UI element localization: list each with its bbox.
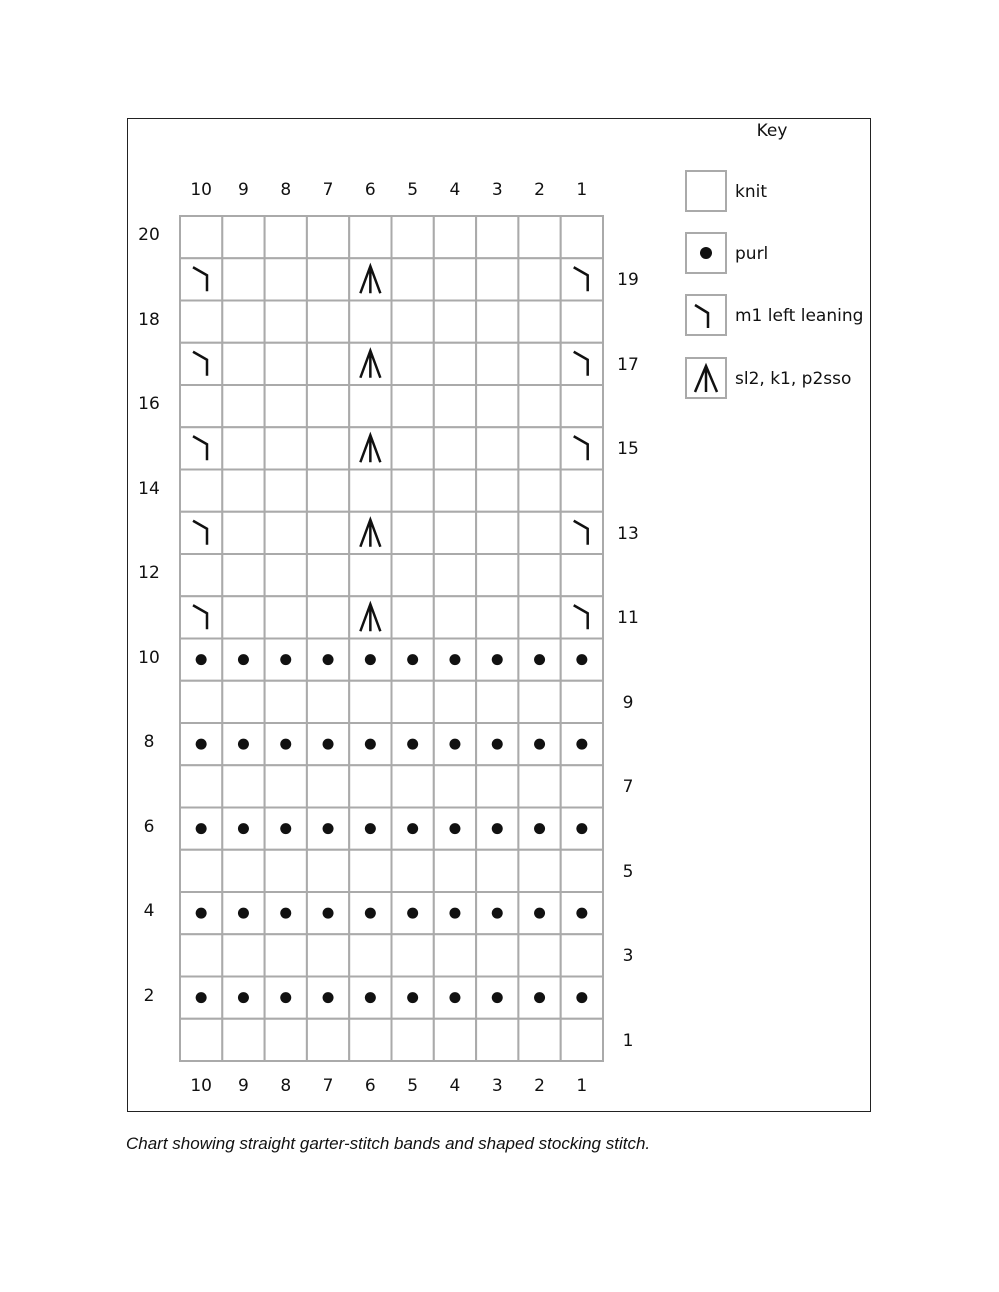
stitch-cell — [222, 385, 264, 427]
purl-dot-icon — [365, 739, 376, 750]
row-label-left: 16 — [138, 394, 160, 415]
stitch-cell — [518, 470, 560, 512]
purl-dot-icon — [576, 992, 587, 1003]
stitch-cell — [392, 385, 434, 427]
stitch-cell — [307, 343, 349, 385]
stitch-cell — [222, 1019, 264, 1061]
stitch-cell — [392, 934, 434, 976]
stitch-cell — [561, 681, 603, 723]
purl-dot-icon — [534, 992, 545, 1003]
stitch-cell — [392, 301, 434, 343]
purl-dot-icon — [280, 992, 291, 1003]
purl-dot-icon — [492, 654, 503, 665]
stitch-cell — [307, 765, 349, 807]
stitch-cell — [222, 850, 264, 892]
stitch-cell — [222, 343, 264, 385]
purl-dot-icon — [238, 823, 249, 834]
figure-caption: Chart showing straight garter-stitch bands and shaped stocking stitch. — [126, 1134, 651, 1153]
stitch-cell — [349, 1019, 391, 1061]
stitch-cell — [518, 385, 560, 427]
column-label-bottom: 9 — [238, 1076, 249, 1096]
stitch-cell — [392, 765, 434, 807]
purl-dot-icon — [534, 654, 545, 665]
stitch-cell — [392, 512, 434, 554]
purl-dot-icon — [534, 823, 545, 834]
column-label-bottom: 5 — [407, 1076, 419, 1096]
purl-dot-icon — [534, 908, 545, 919]
purl-dot-icon — [576, 654, 587, 665]
stitch-cell — [222, 765, 264, 807]
stitch-cell — [518, 1019, 560, 1061]
purl-dot-icon — [365, 992, 376, 1003]
purl-dot-icon — [365, 654, 376, 665]
stitch-cell — [392, 258, 434, 300]
row-label-left: 18 — [138, 309, 160, 330]
stitch-cell — [392, 596, 434, 638]
stitch-cell — [434, 258, 476, 300]
stitch-cell — [561, 512, 603, 554]
stitch-cell — [222, 934, 264, 976]
column-label-top: 9 — [238, 180, 249, 200]
stitch-cell — [434, 470, 476, 512]
stitch-cell — [180, 765, 222, 807]
stitch-cell — [307, 681, 349, 723]
stitch-cell — [392, 343, 434, 385]
stitch-cell — [561, 343, 603, 385]
stitch-cell — [518, 301, 560, 343]
column-label-bottom: 2 — [534, 1076, 545, 1096]
stitch-cell — [222, 554, 264, 596]
stitch-cell — [180, 554, 222, 596]
stitch-cell — [222, 470, 264, 512]
key-label-purl: purl — [735, 244, 769, 264]
stitch-cell — [518, 258, 560, 300]
purl-dot-icon — [407, 908, 418, 919]
key-knit-swatch — [685, 170, 727, 212]
centered-double-decrease-icon — [687, 359, 725, 397]
stitch-cell — [561, 850, 603, 892]
stitch-cell — [222, 258, 264, 300]
stitch-cell — [392, 554, 434, 596]
stitch-cell — [434, 216, 476, 258]
purl-dot-icon — [238, 992, 249, 1003]
purl-dot-icon — [280, 908, 291, 919]
stitch-cell — [392, 681, 434, 723]
purl-dot-icon — [449, 992, 460, 1003]
stitch-cell — [518, 512, 560, 554]
row-label-right: 15 — [617, 439, 639, 460]
row-label-left: 2 — [143, 985, 155, 1006]
stitch-cell — [265, 1019, 307, 1061]
stitch-cell — [265, 850, 307, 892]
stitch-cell — [476, 301, 518, 343]
purl-dot-icon — [280, 654, 291, 665]
stitch-cell — [349, 681, 391, 723]
stitch-cell — [518, 850, 560, 892]
m1-left-icon — [687, 296, 725, 334]
stitch-cell — [180, 934, 222, 976]
stitch-cell — [392, 216, 434, 258]
column-label-top: 8 — [280, 180, 292, 200]
stitch-cell — [180, 385, 222, 427]
purl-dot-icon — [238, 739, 249, 750]
row-label-right: 3 — [622, 946, 634, 967]
row-label-right: 11 — [617, 608, 639, 629]
stitch-cell — [307, 596, 349, 638]
stitch-cell — [476, 850, 518, 892]
column-label-bottom: 4 — [449, 1076, 461, 1096]
stitch-cell — [349, 385, 391, 427]
stitch-cell — [434, 554, 476, 596]
stitch-cell — [265, 596, 307, 638]
stitch-cell — [561, 301, 603, 343]
stitch-cell — [476, 1019, 518, 1061]
purl-dot-icon — [365, 823, 376, 834]
column-label-top: 7 — [322, 180, 334, 200]
purl-dot-icon — [492, 739, 503, 750]
stitch-cell — [561, 765, 603, 807]
dot-icon — [687, 234, 725, 272]
purl-dot-icon — [576, 739, 587, 750]
purl-dot-icon — [323, 654, 334, 665]
stitch-cell — [518, 596, 560, 638]
stitch-cell — [561, 934, 603, 976]
stitch-cell — [476, 385, 518, 427]
stitch-cell — [561, 385, 603, 427]
stitch-cell — [307, 512, 349, 554]
stitch-cell — [265, 934, 307, 976]
stitch-cell — [518, 681, 560, 723]
key-m1l-swatch — [685, 294, 727, 336]
row-label-right: 9 — [622, 692, 634, 713]
stitch-cell — [561, 554, 603, 596]
stitch-cell — [180, 301, 222, 343]
stitch-cell — [434, 596, 476, 638]
stitch-cell — [392, 470, 434, 512]
stitch-cell — [349, 850, 391, 892]
key-title: Key — [756, 121, 788, 141]
stitch-cell — [561, 216, 603, 258]
key-s2kp-swatch — [685, 357, 727, 399]
stitch-cell — [222, 301, 264, 343]
row-label-right: 1 — [622, 1030, 634, 1051]
stitch-cell — [392, 1019, 434, 1061]
stitch-cell — [180, 850, 222, 892]
stitch-cell — [222, 216, 264, 258]
stitch-cell — [434, 850, 476, 892]
row-label-right: 5 — [622, 861, 634, 882]
stitch-cell — [476, 470, 518, 512]
stitch-cell — [476, 427, 518, 469]
column-label-top: 6 — [364, 180, 376, 200]
row-label-left: 8 — [143, 732, 155, 753]
stitch-cell — [518, 554, 560, 596]
stitch-cell — [180, 1019, 222, 1061]
stitch-cell — [476, 554, 518, 596]
column-label-top: 1 — [576, 180, 588, 200]
purl-dot-icon — [576, 823, 587, 834]
purl-dot-icon — [196, 908, 207, 919]
stitch-cell — [265, 470, 307, 512]
stitch-cell — [307, 216, 349, 258]
key-label-knit: knit — [735, 182, 768, 202]
purl-dot-icon — [449, 908, 460, 919]
column-label-top: 4 — [449, 180, 461, 200]
stitch-cell — [265, 301, 307, 343]
stitch-cell — [180, 512, 222, 554]
stitch-cell — [307, 934, 349, 976]
stitch-cell — [561, 258, 603, 300]
stitch-cell — [265, 427, 307, 469]
purl-dot-icon — [534, 739, 545, 750]
purl-dot-icon — [323, 908, 334, 919]
stitch-cell — [518, 216, 560, 258]
stitch-cell — [434, 343, 476, 385]
stitch-cell — [349, 470, 391, 512]
stitch-cell — [434, 385, 476, 427]
key-label-m1l: m1 left leaning — [735, 306, 864, 326]
purl-dot-icon — [492, 992, 503, 1003]
stitch-cell — [476, 343, 518, 385]
row-label-left: 6 — [143, 816, 155, 837]
purl-dot-icon — [407, 654, 418, 665]
purl-dot-icon — [280, 739, 291, 750]
stitch-cell — [222, 427, 264, 469]
stitch-cell — [307, 554, 349, 596]
stitch-cell — [349, 301, 391, 343]
purl-dot-icon — [576, 908, 587, 919]
stitch-cell — [434, 301, 476, 343]
stitch-cell — [180, 343, 222, 385]
row-label-left: 20 — [138, 225, 160, 246]
purl-dot-icon — [323, 992, 334, 1003]
stitch-cell — [265, 385, 307, 427]
stitch-cell — [307, 385, 349, 427]
column-label-top: 2 — [534, 180, 545, 200]
stitch-cell — [265, 554, 307, 596]
stitch-cell — [265, 216, 307, 258]
stitch-cell — [307, 258, 349, 300]
purl-dot-icon — [323, 823, 334, 834]
stitch-cell — [392, 850, 434, 892]
key-purl-swatch — [685, 232, 727, 274]
stitch-cell — [222, 512, 264, 554]
column-label-bottom: 1 — [576, 1076, 588, 1096]
stitch-cell — [561, 596, 603, 638]
stitch-cell — [265, 765, 307, 807]
row-label-right: 17 — [617, 354, 639, 375]
purl-dot-icon — [407, 992, 418, 1003]
row-label-left: 12 — [138, 563, 160, 584]
stitch-cell — [349, 934, 391, 976]
row-label-left: 4 — [143, 901, 155, 922]
purl-dot-icon — [238, 908, 249, 919]
column-label-top: 5 — [407, 180, 419, 200]
stitch-cell — [434, 512, 476, 554]
stitch-cell — [434, 765, 476, 807]
stitch-cell — [180, 681, 222, 723]
stitch-cell — [476, 596, 518, 638]
stitch-cell — [476, 258, 518, 300]
stitch-cell — [265, 512, 307, 554]
stitch-cell — [349, 554, 391, 596]
stitch-cell — [180, 427, 222, 469]
stitch-cell — [434, 1019, 476, 1061]
stitch-cell — [434, 681, 476, 723]
stitch-cell — [307, 427, 349, 469]
stitch-cell — [392, 427, 434, 469]
purl-dot-icon — [365, 908, 376, 919]
stitch-cell — [222, 596, 264, 638]
stitch-cell — [518, 343, 560, 385]
column-label-bottom: 8 — [280, 1076, 292, 1096]
row-label-right: 13 — [617, 523, 639, 544]
stitch-cell — [222, 681, 264, 723]
stitch-cell — [180, 216, 222, 258]
stitch-cell — [518, 934, 560, 976]
stitch-cell — [518, 427, 560, 469]
purl-dot-icon — [492, 823, 503, 834]
stitch-cell — [307, 850, 349, 892]
stitch-cell — [434, 427, 476, 469]
row-label-left: 14 — [138, 478, 160, 499]
purl-dot-icon — [196, 823, 207, 834]
stitch-cell — [180, 470, 222, 512]
purl-dot-icon — [196, 992, 207, 1003]
purl-dot-icon — [323, 739, 334, 750]
purl-dot-icon — [407, 823, 418, 834]
row-label-right: 19 — [617, 270, 639, 291]
purl-dot-icon — [449, 823, 460, 834]
purl-dot-icon — [238, 654, 249, 665]
row-label-right: 7 — [622, 777, 634, 798]
purl-dot-icon — [196, 739, 207, 750]
stitch-cell — [561, 470, 603, 512]
key-label-s2kp: sl2, k1, p2sso — [735, 369, 852, 389]
purl-dot-icon — [492, 908, 503, 919]
column-label-bottom: 3 — [491, 1076, 503, 1096]
purl-dot-icon — [280, 823, 291, 834]
stitch-cell — [561, 1019, 603, 1061]
stitch-cell — [349, 216, 391, 258]
stitch-cell — [434, 934, 476, 976]
column-label-bottom: 7 — [322, 1076, 334, 1096]
stitch-cell — [476, 681, 518, 723]
purl-dot-icon — [449, 739, 460, 750]
stitch-cell — [476, 765, 518, 807]
stitch-cell — [349, 765, 391, 807]
stitch-cell — [307, 470, 349, 512]
row-label-left: 10 — [138, 647, 160, 668]
purl-dot-icon — [196, 654, 207, 665]
stitch-cell — [307, 301, 349, 343]
stitch-cell — [476, 512, 518, 554]
stitch-cell — [518, 765, 560, 807]
stitch-cell — [180, 596, 222, 638]
stitch-cell — [561, 427, 603, 469]
stitch-cell — [476, 934, 518, 976]
stitch-cell — [265, 258, 307, 300]
purl-dot-icon — [449, 654, 460, 665]
column-label-top: 10 — [190, 180, 212, 200]
stitch-cell — [265, 681, 307, 723]
column-label-bottom: 6 — [364, 1076, 376, 1096]
column-label-bottom: 10 — [190, 1076, 212, 1096]
stitch-cell — [265, 343, 307, 385]
purl-dot-icon — [407, 739, 418, 750]
column-label-top: 3 — [491, 180, 503, 200]
stitch-cell — [180, 258, 222, 300]
stitch-cell — [307, 1019, 349, 1061]
stitch-cell — [476, 216, 518, 258]
